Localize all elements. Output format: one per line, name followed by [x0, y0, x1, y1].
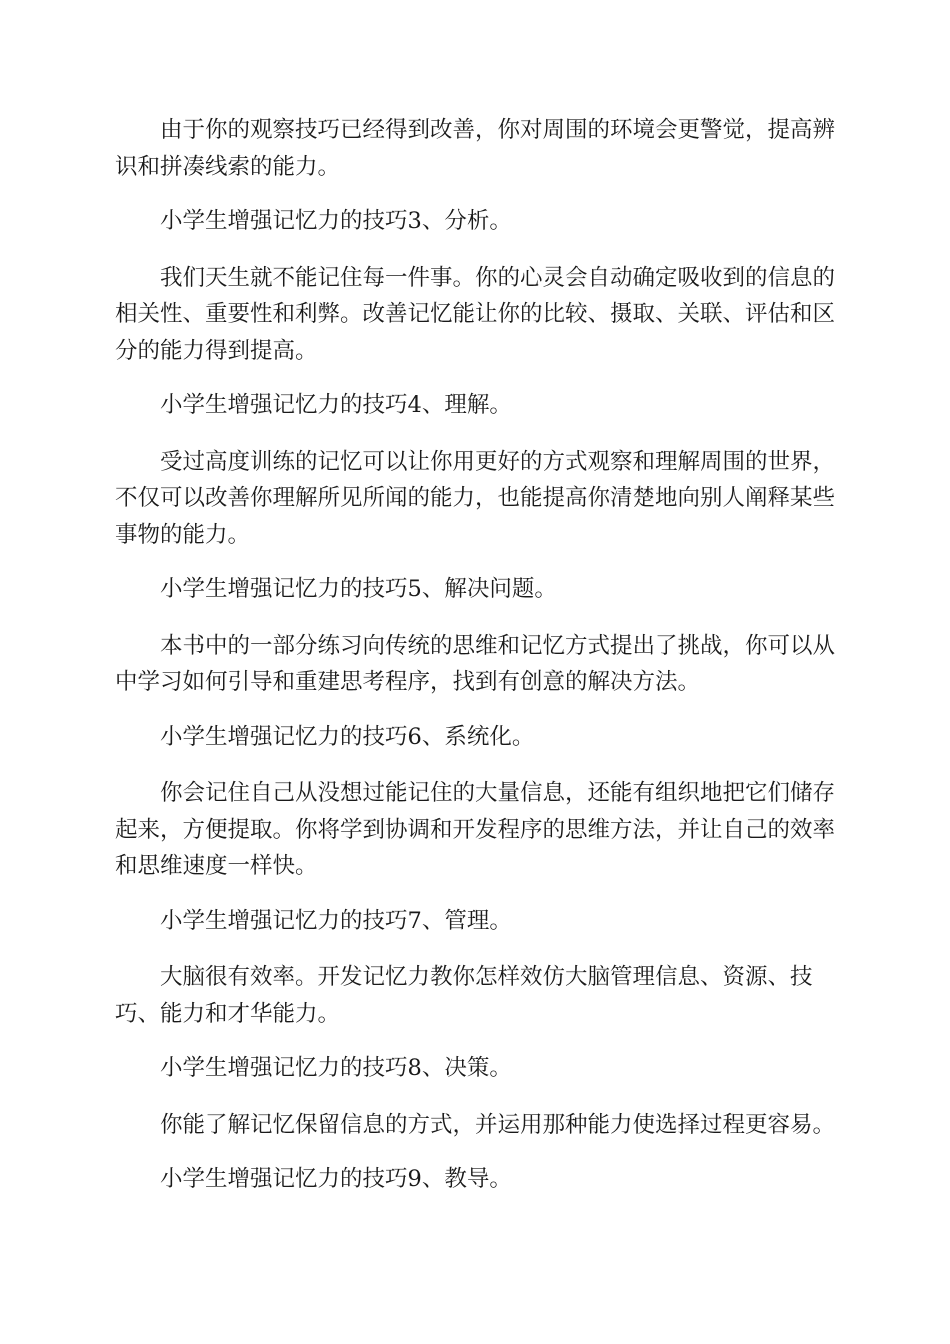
- paragraph-analysis: 我们天生就不能记住每一件事。你的心灵会自动确定吸收到的信息的相关性、重要性和利弊。改善记忆能让你的比较、摄取、关联、评估和区分的能力得到提高。: [115, 264, 836, 364]
- paragraph-systematize: 你会记住自己从没想过能记住的大量信息，还能有组织地把它们储存起来，方便提取。你将学到协调和开发程序的思维方法，并让自己的效率和思维速度一样快。: [115, 780, 836, 879]
- section-heading-5-problem-solving: 小学生增强记忆力的技巧5、解决问题。: [160, 576, 557, 602]
- paragraph-decision: 你能了解记忆保留信息的方式，并运用那种能力使选择过程更容易。: [160, 1111, 836, 1138]
- paragraph-problem-solving: 本书中的一部分练习向传统的思维和记忆方式提出了挑战，你可以从中学习如何引导和重建思考程序，找到有创意的解决方法。: [115, 632, 836, 695]
- section-heading-4-understanding: 小学生增强记忆力的技巧4、理解。: [160, 392, 512, 418]
- section-heading-7-management: 小学生增强记忆力的技巧7、管理。: [160, 907, 512, 934]
- document-body: [115, 112, 835, 1218]
- section-heading-3-analysis: 小学生增强记忆力的技巧3、分析。: [160, 208, 512, 234]
- paragraph-management: 大脑很有效率。开发记忆力教你怎样效仿大脑管理信息、资源、技巧、能力和才华能力。: [115, 964, 813, 1027]
- section-heading-8-decision: 小学生增强记忆力的技巧8、决策。: [160, 1055, 512, 1081]
- paragraph-understanding: 受过高度训练的记忆可以让你用更好的方式观察和理解周围的世界，不仅可以改善你理解所见所闻的能力，也能提高你清楚地向别人阐释某些事物的能力。: [115, 448, 836, 548]
- section-heading-6-systematize: 小学生增强记忆力的技巧6、系统化。: [160, 723, 535, 750]
- paragraph-observation-result: 由于你的观察技巧已经得到改善，你对周围的环境会更警觉，提高辨识和拼凑线索的能力。: [115, 117, 836, 180]
- section-heading-9-teaching: 小学生增强记忆力的技巧9、教导。: [160, 1166, 512, 1192]
